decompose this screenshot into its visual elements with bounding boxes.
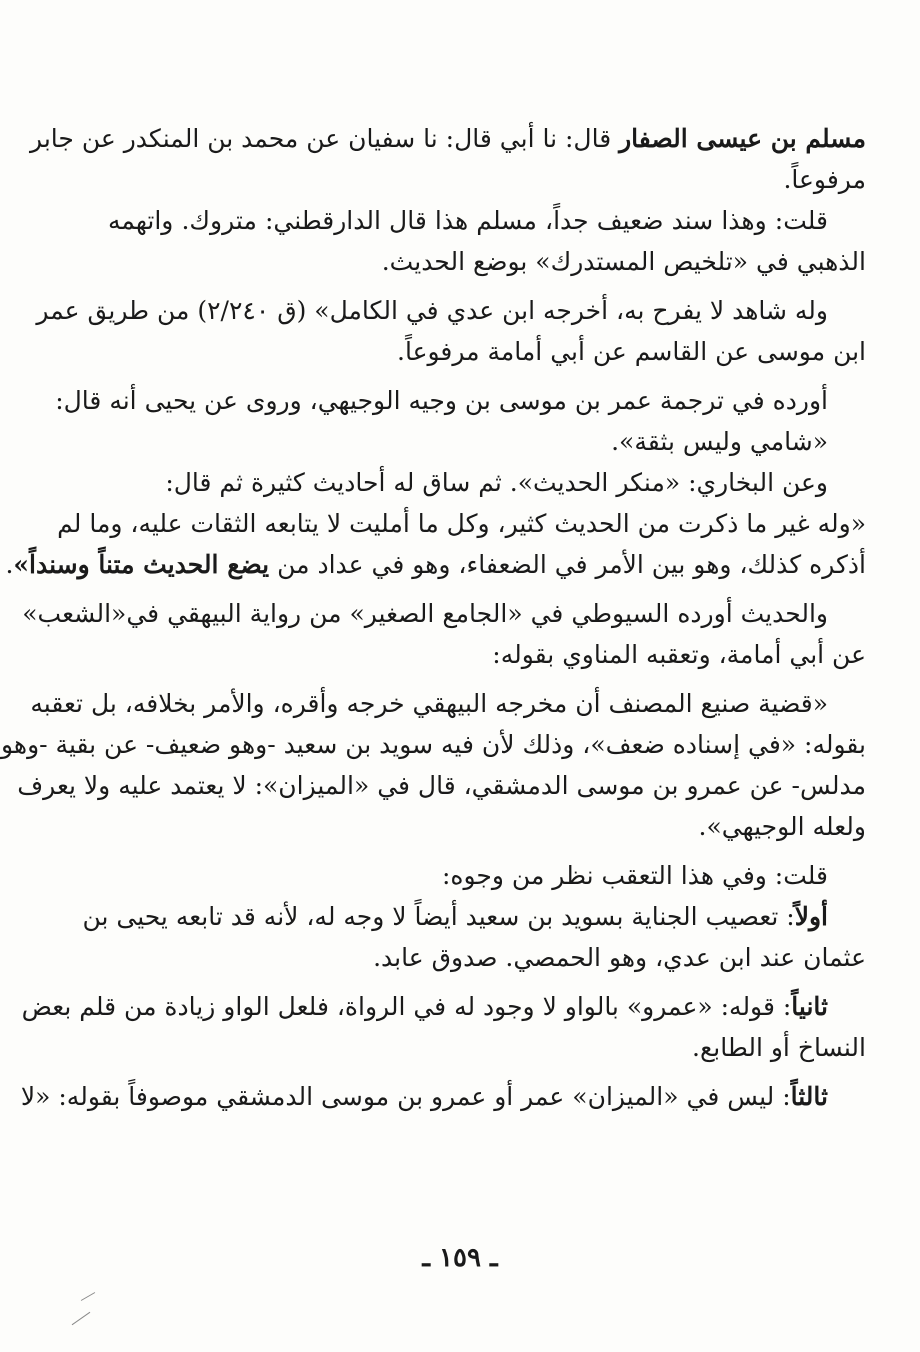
text-line: [0, 724, 866, 765]
text-line: [55, 380, 866, 421]
text-line: [108, 200, 866, 241]
paragraph-gap: [108, 282, 866, 290]
scan-mark: [81, 1292, 95, 1301]
line-text: ولعله الوجيهي».: [698, 812, 866, 841]
line-text: بقوله: «في إسناده ضعف»، وذلك لأن فيه سويد بن سعيد -وهو ضعيف- عن بقية -وهو: [0, 730, 866, 759]
bold-phrase: مسلم بن عيسى الصفار: [619, 124, 866, 153]
text-line: [82, 896, 866, 937]
paragraph-gap: [108, 978, 866, 986]
paragraph-gap: [108, 675, 866, 683]
text-line: [30, 683, 866, 724]
text-line: [5, 544, 866, 585]
line-text: وله شاهد لا يفرح به، أخرجه ابن عدي في الكامل» (ق ٢/٢٤٠) من طريق عمر: [36, 296, 828, 325]
line-text: قلت: وهذا سند ضعيف جداً، مسلم هذا قال الدارقطني: متروك. واتهمه: [108, 206, 828, 235]
bold-phrase: ثانياً: [791, 992, 828, 1021]
paragraph-gap: [108, 585, 866, 593]
line-text: عثمان عند ابن عدي، وهو الحمصي. صدوق عابد.: [373, 943, 866, 972]
bold-phrase: أولاً: [794, 902, 828, 931]
line-text: «وله غير ما ذكرت من الحديث كثير، وكل ما أمليت لا يتابعه الثقات عليه، وما لم: [57, 509, 866, 538]
text-line: [22, 593, 866, 634]
line-text: وعن البخاري: «منكر الحديث». ثم ساق له أحاديث كثيرة ثم قال:: [165, 468, 828, 497]
line-text: مرفوعاً.: [783, 165, 866, 194]
text-line: [20, 1076, 866, 1117]
text-line: [36, 290, 866, 331]
text-line: [108, 241, 866, 282]
text-line: [57, 503, 866, 544]
line-text: أذكره كذلك، وهو بين الأمر في الضعفاء، وهو في عداد من: [269, 550, 866, 579]
line-text: «قضية صنيع المصنف أن مخرجه البيهقي خرجه وأقره، والأمر بخلافه، بل تعقبه: [30, 689, 828, 718]
paragraph-gap: [108, 1068, 866, 1076]
line-text: ابن موسى عن القاسم عن أبي أمامة مرفوعاً.: [397, 337, 866, 366]
line-text: : تعصيب الجناية بسويد بن سعيد أيضاً لا وجه له، لأنه قد تابعه يحيى بن: [82, 902, 795, 931]
line-text: : قوله: «عمرو» بالواو لا وجود له في الرواة، فلعل الواو زيادة من قلم بعض: [21, 992, 792, 1021]
line-text: قال: نا أبي قال: نا سفيان عن محمد بن المنكدر عن جابر: [30, 124, 620, 153]
text-line: [108, 462, 866, 503]
text-line: [108, 634, 866, 675]
paragraph-gap: [108, 847, 866, 855]
line-text: النساخ أو الطابع.: [692, 1033, 866, 1062]
line-text: مدلس- عن عمرو بن موسى الدمشقي، قال في «الميزان»: لا يعتمد عليه ولا يعرف: [17, 771, 866, 800]
text-line: [108, 855, 866, 896]
line-text: عن أبي أمامة، وتعقبه المناوي بقوله:: [492, 640, 866, 669]
text-line: [30, 118, 866, 159]
line-text: الذهبي في «تلخيص المستدرك» بوضع الحديث.: [381, 247, 866, 276]
text-line: [108, 806, 866, 847]
line-text: .: [5, 550, 14, 579]
page-number: ـ ١٥٩ ـ: [422, 1243, 498, 1273]
text-line: [17, 765, 866, 806]
scan-mark: [72, 1312, 91, 1325]
line-text: «شامي وليس بثقة».: [611, 427, 828, 456]
text-line: [108, 1027, 866, 1068]
line-text: أورده في ترجمة عمر بن موسى بن وجيه الوجيهي، وروى عن يحيى أنه قال:: [55, 386, 828, 415]
text-line: [21, 986, 866, 1027]
text-line: [108, 331, 866, 372]
text-line: [108, 937, 866, 978]
bold-phrase: يضع الحديث متناً وسنداً»: [13, 550, 270, 579]
line-text: والحديث أورده السيوطي في «الجامع الصغير» من رواية البيهقي في«الشعب»: [22, 599, 828, 628]
line-text: : ليس في «الميزان» عمر أو عمرو بن موسى الدمشقي موصوفاً بقوله: «لا: [20, 1082, 791, 1111]
paragraph-gap: [108, 372, 866, 380]
page-body: [0, 118, 866, 1117]
text-line: [108, 159, 866, 200]
line-text: قلت: وفي هذا التعقب نظر من وجوه:: [442, 861, 828, 890]
bold-phrase: ثالثاً: [790, 1082, 828, 1111]
text-line: [108, 421, 866, 462]
